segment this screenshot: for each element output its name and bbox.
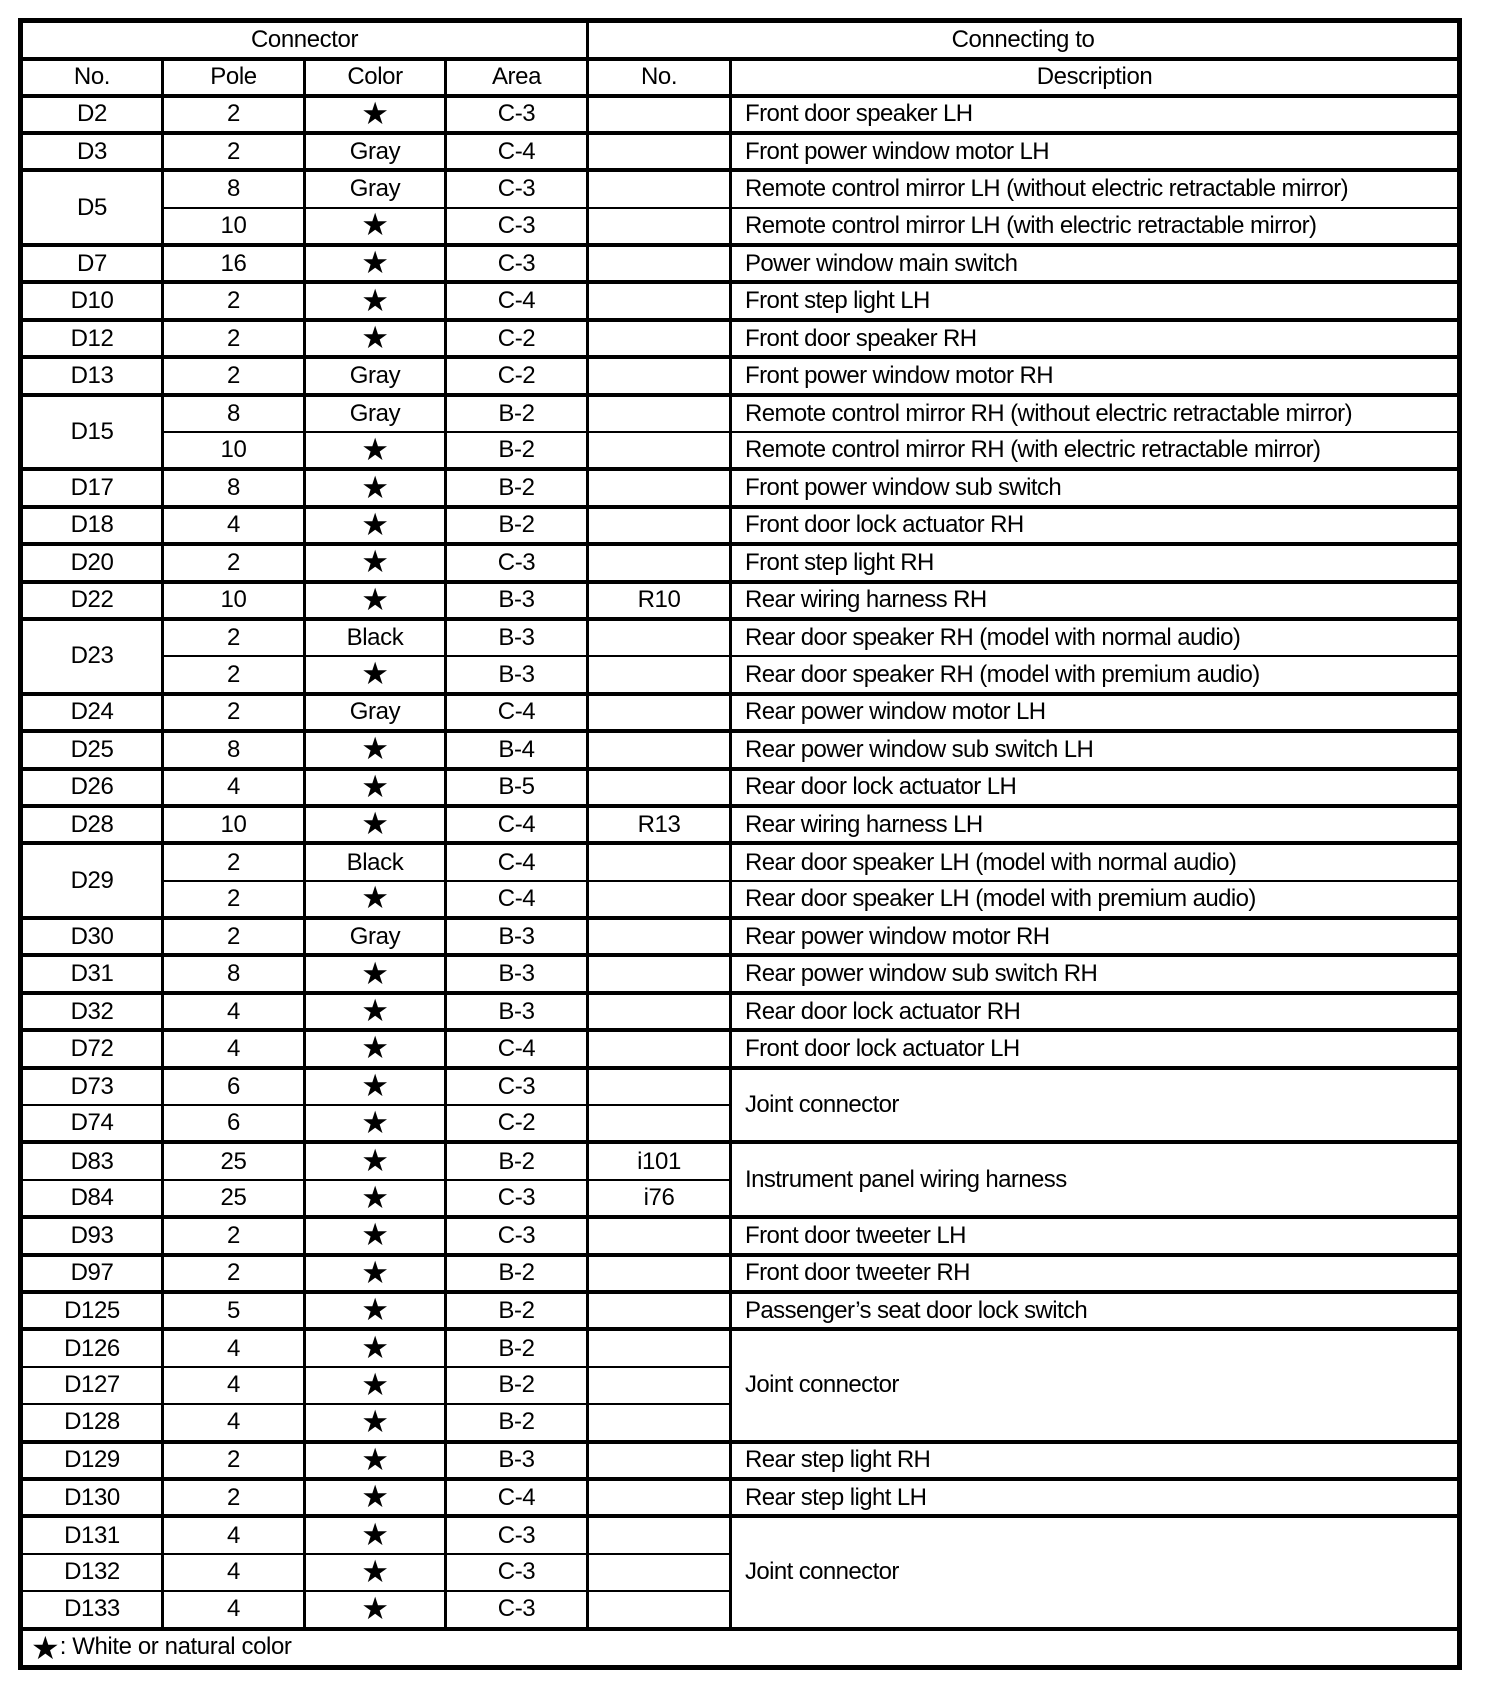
connector-table (18, 18, 1462, 1670)
cell-description: Passenger’s seat door lock switch (731, 1292, 1460, 1329)
cell-area: B-3 (446, 955, 588, 992)
cell-pole: 4 (163, 993, 305, 1030)
cell-color: ★ (305, 245, 446, 282)
cell-description: Rear door speaker LH (model with premium audio) (731, 881, 1460, 918)
cell-connector-no: D93 (21, 1217, 163, 1254)
cell-connecting-no (588, 694, 731, 731)
cell-area: B-3 (446, 619, 588, 656)
table-row (21, 507, 1460, 544)
cell-connector-no: D18 (21, 507, 163, 544)
table-row (21, 993, 1460, 1030)
cell-description: Remote control mirror LH (with electric retractable mirror) (731, 208, 1460, 245)
cell-pole: 4 (163, 1554, 305, 1591)
col-header-no: No. (21, 59, 163, 96)
cell-description: Front power window sub switch (731, 469, 1460, 506)
cell-connecting-no (588, 1442, 731, 1479)
cell-connector-no: D32 (21, 993, 163, 1030)
cell-color: ★ (305, 769, 446, 806)
col-header-connecting-no: No. (588, 59, 731, 96)
cell-connecting-no (588, 1591, 731, 1628)
cell-pole: 2 (163, 1442, 305, 1479)
cell-area: C-4 (446, 1030, 588, 1067)
cell-pole: 6 (163, 1105, 305, 1142)
cell-connecting-no (588, 320, 731, 357)
cell-description: Rear step light RH (731, 1442, 1460, 1479)
cell-description: Front step light LH (731, 282, 1460, 319)
cell-connecting-no (588, 357, 731, 394)
cell-connector-no: D74 (21, 1105, 163, 1142)
table-row (21, 918, 1460, 955)
cell-description: Remote control mirror LH (without electric retractable mirror) (731, 170, 1460, 207)
cell-connector-no: D23 (21, 619, 163, 694)
cell-connecting-no (588, 507, 731, 544)
cell-connector-no: D29 (21, 843, 163, 918)
cell-color: ★ (305, 993, 446, 1030)
cell-pole: 2 (163, 843, 305, 880)
table-row (21, 357, 1460, 394)
cell-area: C-3 (446, 245, 588, 282)
header-connector-group: Connector (21, 21, 588, 59)
cell-connector-no: D7 (21, 245, 163, 282)
cell-connecting-no (588, 1404, 731, 1441)
cell-description: Front power window motor LH (731, 133, 1460, 170)
cell-pole: 4 (163, 1404, 305, 1441)
cell-description: Rear wiring harness LH (731, 806, 1460, 843)
cell-connecting-no (588, 1255, 731, 1292)
legend-cell (21, 1629, 1460, 1668)
cell-color: Gray (305, 133, 446, 170)
cell-pole: 4 (163, 1329, 305, 1366)
table-row (21, 544, 1460, 581)
col-header-description: Description (731, 59, 1460, 96)
cell-pole: 8 (163, 395, 305, 432)
cell-connector-no: D126 (21, 1329, 163, 1366)
cell-pole: 8 (163, 469, 305, 506)
table-row (21, 1255, 1460, 1292)
cell-pole: 10 (163, 582, 305, 619)
cell-connector-no: D131 (21, 1516, 163, 1553)
cell-color: Gray (305, 694, 446, 731)
cell-area: C-4 (446, 133, 588, 170)
table-row (21, 881, 1460, 918)
cell-connecting-no (588, 1554, 731, 1591)
cell-connector-no: D28 (21, 806, 163, 843)
legend-text: : White or natural color (59, 1632, 292, 1660)
table-row (21, 619, 1460, 656)
cell-pole: 4 (163, 769, 305, 806)
cell-pole: 2 (163, 1479, 305, 1516)
cell-description: Front step light RH (731, 544, 1460, 581)
cell-connector-no: D10 (21, 282, 163, 319)
cell-area: C-3 (446, 1516, 588, 1553)
cell-area: B-3 (446, 582, 588, 619)
cell-pole: 5 (163, 1292, 305, 1329)
cell-area: C-4 (446, 282, 588, 319)
cell-connector-no: D17 (21, 469, 163, 506)
table-row (21, 1030, 1460, 1067)
cell-connector-no: D83 (21, 1142, 163, 1179)
cell-pole: 6 (163, 1068, 305, 1105)
cell-color: ★ (305, 1516, 446, 1553)
cell-connector-no: D84 (21, 1180, 163, 1217)
cell-area: C-3 (446, 170, 588, 207)
cell-connector-no: D25 (21, 731, 163, 768)
cell-connecting-no (588, 731, 731, 768)
cell-connecting-no (588, 843, 731, 880)
cell-pole: 2 (163, 881, 305, 918)
cell-area: C-3 (446, 96, 588, 133)
cell-connecting-no (588, 656, 731, 693)
cell-connecting-no (588, 1367, 731, 1404)
cell-connector-no: D125 (21, 1292, 163, 1329)
cell-description: Remote control mirror RH (with electric retractable mirror) (731, 432, 1460, 469)
cell-description: Rear door speaker RH (model with premium audio) (731, 656, 1460, 693)
cell-area: B-2 (446, 469, 588, 506)
table-row (21, 843, 1460, 880)
cell-description: Power window main switch (731, 245, 1460, 282)
cell-connecting-no (588, 1030, 731, 1067)
cell-connecting-no: i101 (588, 1142, 731, 1179)
table-row (21, 469, 1460, 506)
table-footer (21, 1629, 1460, 1668)
table-header (21, 21, 1460, 96)
cell-connecting-no: R13 (588, 806, 731, 843)
cell-area: C-3 (446, 1068, 588, 1105)
cell-color: ★ (305, 320, 446, 357)
cell-connecting-no (588, 96, 731, 133)
cell-color: Gray (305, 395, 446, 432)
cell-connecting-no (588, 133, 731, 170)
cell-connector-no: D127 (21, 1367, 163, 1404)
cell-area: B-2 (446, 1142, 588, 1179)
cell-pole: 2 (163, 1217, 305, 1254)
cell-color: ★ (305, 1591, 446, 1628)
cell-pole: 16 (163, 245, 305, 282)
cell-connector-no: D73 (21, 1068, 163, 1105)
cell-color: ★ (305, 1180, 446, 1217)
cell-connector-no: D129 (21, 1442, 163, 1479)
table-row (21, 731, 1460, 768)
cell-connecting-no (588, 208, 731, 245)
cell-pole: 2 (163, 656, 305, 693)
table-row (21, 1479, 1460, 1516)
cell-pole: 2 (163, 320, 305, 357)
cell-connecting-no (588, 395, 731, 432)
cell-pole: 2 (163, 694, 305, 731)
cell-description: Rear door lock actuator RH (731, 993, 1460, 1030)
cell-color: ★ (305, 1479, 446, 1516)
cell-connecting-no (588, 1292, 731, 1329)
table-row (21, 1292, 1460, 1329)
cell-area: B-2 (446, 1329, 588, 1366)
cell-color: ★ (305, 1068, 446, 1105)
table-body (21, 96, 1460, 1629)
table-row (21, 395, 1460, 432)
cell-color: ★ (305, 1292, 446, 1329)
cell-pole: 8 (163, 170, 305, 207)
cell-area: B-2 (446, 432, 588, 469)
cell-color: Gray (305, 357, 446, 394)
cell-area: B-2 (446, 1255, 588, 1292)
cell-area: C-3 (446, 1217, 588, 1254)
cell-connecting-no (588, 432, 731, 469)
cell-color: Gray (305, 170, 446, 207)
cell-color: ★ (305, 208, 446, 245)
cell-connector-no: D22 (21, 582, 163, 619)
cell-description: Joint connector (731, 1068, 1460, 1143)
header-connecting-group: Connecting to (588, 21, 1460, 59)
cell-connector-no: D133 (21, 1591, 163, 1628)
cell-area: B-3 (446, 656, 588, 693)
table-row (21, 656, 1460, 693)
cell-description: Rear door lock actuator LH (731, 769, 1460, 806)
cell-pole: 2 (163, 282, 305, 319)
cell-connecting-no: R10 (588, 582, 731, 619)
cell-description: Joint connector (731, 1329, 1460, 1441)
cell-connecting-no (588, 1068, 731, 1105)
cell-description: Rear door speaker LH (model with normal audio) (731, 843, 1460, 880)
cell-area: C-3 (446, 544, 588, 581)
cell-area: C-4 (446, 1479, 588, 1516)
table-row (21, 1142, 1460, 1179)
cell-connector-no: D31 (21, 955, 163, 992)
cell-pole: 8 (163, 955, 305, 992)
cell-description: Rear power window sub switch RH (731, 955, 1460, 992)
cell-description: Joint connector (731, 1516, 1460, 1628)
cell-description: Front door lock actuator RH (731, 507, 1460, 544)
cell-area: B-3 (446, 993, 588, 1030)
cell-area: B-4 (446, 731, 588, 768)
cell-connecting-no (588, 170, 731, 207)
cell-pole: 25 (163, 1180, 305, 1217)
cell-description: Front door speaker RH (731, 320, 1460, 357)
cell-connecting-no (588, 282, 731, 319)
cell-color: ★ (305, 955, 446, 992)
col-header-color: Color (305, 59, 446, 96)
cell-connecting-no (588, 469, 731, 506)
table-row (21, 582, 1460, 619)
table-row (21, 806, 1460, 843)
header-group-row (21, 21, 1460, 59)
col-header-pole: Pole (163, 59, 305, 96)
cell-description: Remote control mirror RH (without electric retractable mirror) (731, 395, 1460, 432)
cell-connector-no: D97 (21, 1255, 163, 1292)
cell-area: B-2 (446, 395, 588, 432)
table-row (21, 208, 1460, 245)
cell-area: B-2 (446, 1367, 588, 1404)
cell-area: B-3 (446, 1442, 588, 1479)
cell-color: ★ (305, 282, 446, 319)
cell-area: C-3 (446, 1591, 588, 1628)
cell-pole: 8 (163, 731, 305, 768)
table-row (21, 170, 1460, 207)
cell-description: Front door tweeter RH (731, 1255, 1460, 1292)
cell-pole: 4 (163, 507, 305, 544)
cell-color: ★ (305, 881, 446, 918)
cell-pole: 10 (163, 432, 305, 469)
cell-area: C-4 (446, 881, 588, 918)
cell-pole: 10 (163, 806, 305, 843)
cell-description: Front door lock actuator LH (731, 1030, 1460, 1067)
cell-connecting-no (588, 1329, 731, 1366)
cell-color: ★ (305, 507, 446, 544)
cell-description: Rear wiring harness RH (731, 582, 1460, 619)
cell-connector-no: D128 (21, 1404, 163, 1441)
legend-row (21, 1629, 1460, 1668)
cell-color: ★ (305, 806, 446, 843)
cell-connector-no: D72 (21, 1030, 163, 1067)
cell-connector-no: D5 (21, 170, 163, 245)
cell-area: C-3 (446, 1180, 588, 1217)
cell-connector-no: D132 (21, 1554, 163, 1591)
cell-connector-no: D2 (21, 96, 163, 133)
cell-color: ★ (305, 1404, 446, 1441)
table-row (21, 1068, 1460, 1105)
cell-color: ★ (305, 96, 446, 133)
cell-pole: 4 (163, 1367, 305, 1404)
cell-area: C-4 (446, 806, 588, 843)
cell-connecting-no (588, 955, 731, 992)
cell-pole: 25 (163, 1142, 305, 1179)
table-row (21, 955, 1460, 992)
cell-connecting-no (588, 1479, 731, 1516)
cell-pole: 4 (163, 1030, 305, 1067)
cell-color: Gray (305, 918, 446, 955)
cell-connecting-no (588, 544, 731, 581)
cell-connecting-no (588, 1516, 731, 1553)
cell-description: Front power window motor RH (731, 357, 1460, 394)
header-cols-row (21, 59, 1460, 96)
cell-pole: 2 (163, 619, 305, 656)
cell-connecting-no: i76 (588, 1180, 731, 1217)
cell-area: C-4 (446, 694, 588, 731)
cell-connecting-no (588, 918, 731, 955)
cell-pole: 2 (163, 918, 305, 955)
cell-connector-no: D12 (21, 320, 163, 357)
cell-color: ★ (305, 1554, 446, 1591)
cell-area: C-2 (446, 320, 588, 357)
table-row (21, 1442, 1460, 1479)
cell-color: ★ (305, 544, 446, 581)
cell-color: ★ (305, 1255, 446, 1292)
cell-color: ★ (305, 1367, 446, 1404)
table-row (21, 432, 1460, 469)
table-row (21, 133, 1460, 170)
cell-description: Front door tweeter LH (731, 1217, 1460, 1254)
cell-color: ★ (305, 1030, 446, 1067)
cell-area: B-2 (446, 507, 588, 544)
cell-area: B-2 (446, 1404, 588, 1441)
cell-connector-no: D24 (21, 694, 163, 731)
cell-connector-no: D15 (21, 395, 163, 470)
cell-connector-no: D130 (21, 1479, 163, 1516)
cell-color: ★ (305, 1217, 446, 1254)
cell-color: ★ (305, 432, 446, 469)
cell-color: ★ (305, 1329, 446, 1366)
cell-description: Rear door speaker RH (model with normal audio) (731, 619, 1460, 656)
cell-area: B-3 (446, 918, 588, 955)
cell-description: Rear step light LH (731, 1479, 1460, 1516)
cell-area: C-4 (446, 843, 588, 880)
cell-connector-no: D26 (21, 769, 163, 806)
cell-area: C-3 (446, 1554, 588, 1591)
cell-area: B-5 (446, 769, 588, 806)
cell-pole: 2 (163, 544, 305, 581)
cell-description: Rear power window motor LH (731, 694, 1460, 731)
cell-description: Rear power window sub switch LH (731, 731, 1460, 768)
cell-pole: 2 (163, 357, 305, 394)
cell-color: Black (305, 843, 446, 880)
table-row (21, 320, 1460, 357)
cell-pole: 2 (163, 1255, 305, 1292)
cell-pole: 2 (163, 133, 305, 170)
cell-connecting-no (588, 619, 731, 656)
table-row (21, 96, 1460, 133)
cell-description: Front door speaker LH (731, 96, 1460, 133)
cell-area: C-2 (446, 1105, 588, 1142)
cell-connecting-no (588, 245, 731, 282)
cell-area: C-2 (446, 357, 588, 394)
cell-color: ★ (305, 1142, 446, 1179)
cell-connecting-no (588, 1105, 731, 1142)
cell-area: C-3 (446, 208, 588, 245)
cell-color: ★ (305, 582, 446, 619)
table-row (21, 694, 1460, 731)
cell-connecting-no (588, 881, 731, 918)
table-row (21, 769, 1460, 806)
cell-connecting-no (588, 993, 731, 1030)
cell-color: ★ (305, 1442, 446, 1479)
cell-area: B-2 (446, 1292, 588, 1329)
table-row (21, 1329, 1460, 1366)
cell-pole: 4 (163, 1516, 305, 1553)
star-icon: ★ (31, 1628, 60, 1667)
table-row (21, 245, 1460, 282)
cell-color: ★ (305, 469, 446, 506)
col-header-area: Area (446, 59, 588, 96)
cell-color: ★ (305, 1105, 446, 1142)
cell-connector-no: D30 (21, 918, 163, 955)
table-row (21, 1516, 1460, 1553)
cell-description: Rear power window motor RH (731, 918, 1460, 955)
cell-connector-no: D20 (21, 544, 163, 581)
cell-pole: 4 (163, 1591, 305, 1628)
cell-connector-no: D3 (21, 133, 163, 170)
cell-connecting-no (588, 1217, 731, 1254)
table-row (21, 282, 1460, 319)
cell-pole: 10 (163, 208, 305, 245)
cell-color: Black (305, 619, 446, 656)
cell-color: ★ (305, 731, 446, 768)
cell-description: Instrument panel wiring harness (731, 1142, 1460, 1217)
cell-pole: 2 (163, 96, 305, 133)
cell-connector-no: D13 (21, 357, 163, 394)
cell-connecting-no (588, 769, 731, 806)
cell-color: ★ (305, 656, 446, 693)
table-row (21, 1217, 1460, 1254)
